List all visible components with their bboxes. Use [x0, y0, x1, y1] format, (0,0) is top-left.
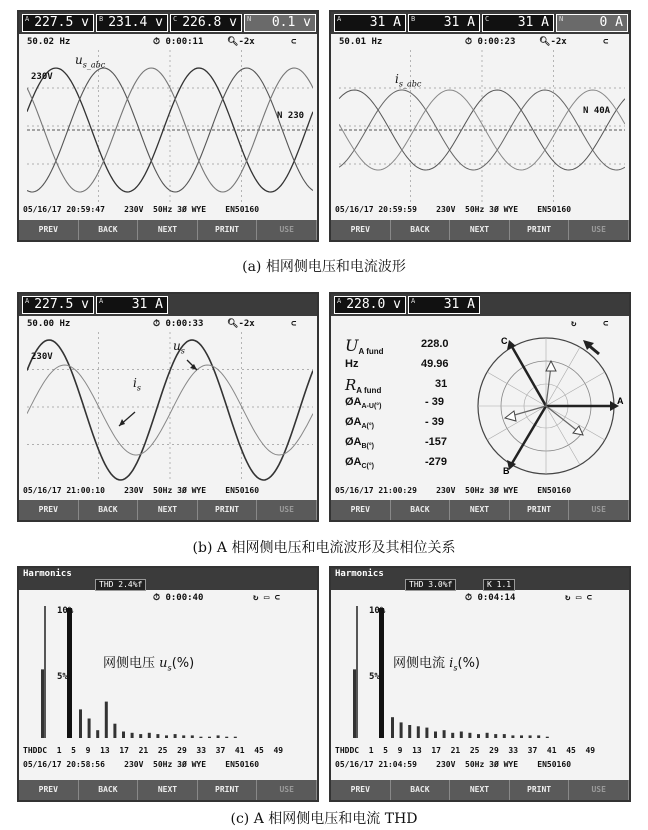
next-button[interactable]: NEXT [450, 780, 510, 800]
harmonic-bar [131, 733, 134, 738]
readout-c: C 226.8 v [170, 14, 242, 32]
next-button[interactable]: NEXT [138, 500, 198, 520]
readout-c: C 31 A [482, 14, 554, 32]
harmonic-bar [468, 733, 471, 738]
harmonic-bar [537, 735, 540, 738]
back-button[interactable]: BACK [391, 500, 451, 520]
row-phase-au: $ØA_{A-U(^\circ)}$ [345, 396, 382, 411]
row-hz: Hz [345, 358, 359, 370]
clock-icon: ⏱ [153, 319, 166, 329]
harmonic-bar [199, 737, 202, 738]
panel-b-phasor [329, 292, 631, 522]
use-button[interactable]: USE [257, 500, 317, 520]
row-hz-value: 49.96 [421, 358, 449, 370]
phasor-label-c: C [501, 336, 508, 346]
harmonic-bar [165, 735, 168, 738]
print-button[interactable]: PRINT [510, 500, 570, 520]
elapsed-time: ⏱ 0:04:14 [465, 593, 516, 603]
harmonic-bar [434, 732, 437, 739]
readout-a: A 31 A [334, 14, 406, 32]
elapsed-time: ⏱ 0:00:11 [153, 37, 204, 47]
voltage-harmonics-bars [27, 606, 313, 742]
next-button[interactable]: NEXT [450, 500, 510, 520]
back-button[interactable]: BACK [79, 220, 139, 240]
back-button[interactable]: BACK [79, 500, 139, 520]
status-footer: 05/16/17 21:00:10 230V 50Hz 3Ø WYE EN50160 [23, 486, 260, 495]
mid-percent: 5% [57, 672, 68, 682]
softkey-bar [331, 780, 629, 800]
panel-a-voltage [17, 10, 319, 242]
readout-n: N 0.1 v [244, 14, 316, 32]
row-phase-a-value: - 39 [425, 416, 444, 428]
frequency: 50.01 Hz [339, 37, 383, 47]
status-footer: 05/16/17 21:04:59 230V 50Hz 3Ø WYE EN50160 [335, 760, 572, 769]
curve-label: $u_{s\_abc}$ [75, 53, 106, 70]
current-arrowhead [119, 419, 125, 426]
harmonic-bar [520, 735, 523, 738]
scale-label: 230V [31, 352, 53, 362]
print-button[interactable]: PRINT [510, 220, 570, 240]
thd-readout: THD 3.0%f [405, 579, 456, 591]
current-curve-label: $i_s$ [133, 376, 141, 393]
phasor-label-b: B [503, 466, 510, 476]
harmonic-bar [391, 717, 394, 738]
voltage-curve-label: $u_s$ [173, 339, 185, 356]
harmonic-bar [148, 733, 151, 738]
harmonic-bar [417, 726, 420, 738]
phase-a-waveform-plot [27, 332, 313, 482]
clock-icon: ⏱ [465, 37, 478, 47]
curve-label: $i_{s\_abc}$ [395, 72, 422, 89]
hold-icon: ↻ [571, 319, 577, 329]
row-phase-b-value: -157 [425, 436, 448, 448]
row-r-fund: $R_{A fund}$ [345, 376, 382, 396]
arrowhead-ia [573, 426, 583, 435]
harmonic-bar [174, 734, 177, 738]
readout-current: A 31 A [408, 296, 480, 314]
caption-c: (c) A 相网侧电压和电流 THD [230, 811, 418, 827]
print-button[interactable]: PRINT [198, 220, 258, 240]
harmonic-bar [408, 725, 411, 738]
use-button[interactable]: USE [257, 780, 317, 800]
harmonic-bar [156, 734, 159, 738]
arrowhead-ib [505, 411, 516, 421]
harmonic-bar [546, 737, 549, 738]
readout-b: B 231.4 v [96, 14, 168, 32]
x-axis-labels: THDDC 1 5 9 13 17 21 25 29 33 37 41 45 49 [335, 746, 596, 755]
readout-voltage: A 227.5 v [22, 296, 94, 314]
phasor-voltage-c [511, 345, 546, 406]
use-button[interactable]: USE [569, 220, 629, 240]
zoom-icon: 🔍︎ [227, 37, 239, 47]
harmonic-bar [486, 733, 489, 738]
readout-voltage: A 228.0 v [334, 296, 406, 314]
thd-readout: THD 2.4%f [95, 579, 146, 591]
harmonic-bar [425, 728, 428, 738]
row-r-fund-value: 31 [435, 378, 448, 390]
mid-percent: 5% [369, 672, 380, 682]
harmonic-bar [477, 734, 480, 738]
harmonic-bar [191, 735, 194, 738]
plug-icon: ⊂ [603, 37, 609, 47]
phasor-spoke [546, 372, 605, 406]
harmonics-title: Harmonics [335, 569, 384, 579]
panel-a-current [329, 10, 631, 242]
next-button[interactable]: NEXT [138, 220, 198, 240]
readout-current: A 31 A [96, 296, 168, 314]
row-phase-c: $ØA_{C(^\circ)}$ [345, 456, 375, 471]
row-phase-c-value: -279 [425, 456, 448, 468]
harmonic-bar [460, 732, 463, 739]
thd-bar [353, 669, 356, 738]
panel-c-voltage-harmonics [17, 566, 319, 802]
zoom-level: 🔍︎-2x [227, 319, 255, 329]
softkey-bar [19, 780, 317, 800]
harmonic-bar [79, 709, 82, 738]
phasor-diagram [471, 332, 629, 482]
back-button[interactable]: BACK [79, 780, 139, 800]
series-label: 网侧电流 $i_s(\%)$ [393, 656, 480, 673]
back-button[interactable]: BACK [391, 220, 451, 240]
plug-icon: ⊂ [291, 319, 297, 329]
panel-c-current-harmonics [329, 566, 631, 802]
print-button[interactable]: PRINT [198, 780, 258, 800]
print-button[interactable]: PRINT [510, 780, 570, 800]
softkey-bar [19, 500, 317, 520]
row-phase-b: $ØA_{B(^\circ)}$ [345, 436, 375, 451]
prev-button[interactable]: PREV [19, 780, 79, 800]
harmonic-bar [88, 719, 91, 739]
row-phase-au-value: - 39 [425, 396, 444, 408]
next-button[interactable]: NEXT [138, 780, 198, 800]
plug-icon: ⊂ [291, 37, 297, 47]
next-button[interactable]: NEXT [450, 220, 510, 240]
harmonic-bar [529, 735, 532, 738]
elapsed-time: ⏱ 0:00:33 [153, 319, 204, 329]
harmonic-bar [400, 722, 403, 738]
harmonic-bar [208, 737, 211, 738]
prev-button[interactable]: PREV [331, 220, 391, 240]
arrowhead-c [507, 340, 516, 350]
use-button[interactable]: USE [257, 220, 317, 240]
phasor-spoke [546, 406, 605, 440]
status-footer: 05/16/17 20:59:59 230V 50Hz 3Ø WYE EN50160 [335, 205, 572, 214]
neutral-label: N 230 [277, 111, 305, 121]
phasor-spoke [546, 406, 580, 465]
harmonic-bar [494, 734, 497, 738]
use-button[interactable]: USE [569, 500, 629, 520]
readout-n: N 0 A [556, 14, 628, 32]
back-button[interactable]: BACK [391, 780, 451, 800]
zoom-level: 🔍︎-2x [539, 37, 567, 47]
scale-label: 230V [31, 72, 53, 82]
hold-icon: ↻ ▭ ⊂ [565, 593, 593, 603]
harmonic-bar [503, 734, 506, 738]
status-footer: 05/16/17 20:59:47 230V 50Hz 3Ø WYE EN50160 [23, 205, 260, 214]
elapsed-time: ⏱ 0:00:40 [153, 593, 204, 603]
harmonics-title: Harmonics [23, 569, 72, 579]
voltage-waveform-plot [27, 50, 313, 202]
harmonic-bar [113, 724, 116, 738]
harmonic-bar [451, 733, 454, 738]
status-footer: 05/16/17 21:00:29 230V 50Hz 3Ø WYE EN50160 [335, 486, 572, 495]
harmonic-bar [443, 730, 446, 738]
row-u-fund-value: 228.0 [421, 338, 449, 350]
zoom-icon: 🔍︎ [539, 37, 551, 47]
caption-a: (a) 相网侧电压和电流波形 [242, 259, 406, 275]
softkey-bar [19, 220, 317, 240]
harmonic-bar [139, 734, 142, 738]
readout-b: B 31 A [408, 14, 480, 32]
phasor-label-a: A [617, 396, 624, 406]
hold-icon: ↻ ▭ ⊂ [253, 593, 281, 603]
panel-b-waveform [17, 292, 319, 522]
prev-button[interactable]: PREV [331, 500, 391, 520]
harmonic-bar [217, 735, 220, 738]
k-factor-readout: K 1.1 [483, 579, 515, 591]
plug-icon: ⊂ [603, 319, 609, 329]
current-waveform-plot [339, 50, 625, 202]
phasor-current-a [546, 406, 579, 432]
top-percent: 10% [57, 606, 74, 616]
phasor-current-c [546, 366, 551, 406]
row-phase-a: $ØA_{A(^\circ)}$ [345, 416, 375, 431]
readout-a: A 227.5 v [22, 14, 94, 32]
x-axis-labels: THDDC 1 5 9 13 17 21 25 29 33 37 41 45 49 [23, 746, 284, 755]
harmonic-bar [182, 735, 185, 738]
current-harmonics-bars [339, 606, 625, 742]
phasor-spoke [546, 347, 580, 406]
softkey-bar [331, 220, 629, 240]
harmonic-bar [511, 735, 514, 738]
zoom-level: 🔍︎-2x [227, 37, 255, 47]
harmonic-bar [225, 737, 228, 738]
prev-button[interactable]: PREV [19, 500, 79, 520]
use-button[interactable]: USE [569, 780, 629, 800]
series-label: 网侧电压 $u_s(\%)$ [103, 656, 195, 673]
caption-b: (b) A 相网侧电压和电流波形及其相位关系 [192, 540, 456, 556]
harmonic-bar [122, 732, 125, 739]
row-u-fund: $U_{A fund}$ [345, 336, 384, 357]
harmonic-bar [234, 737, 237, 738]
zoom-icon: 🔍︎ [227, 319, 239, 329]
clock-icon: ⏱ [153, 37, 166, 47]
elapsed-time: ⏱ 0:00:23 [465, 37, 516, 47]
clock-icon: ⏱ [465, 593, 478, 603]
harmonic-bar [96, 730, 99, 738]
neutral-label: N 40A [583, 106, 611, 116]
prev-button[interactable]: PREV [19, 220, 79, 240]
print-button[interactable]: PRINT [198, 500, 258, 520]
top-percent: 10% [369, 606, 386, 616]
status-footer: 05/16/17 20:58:56 230V 50Hz 3Ø WYE EN50160 [23, 760, 260, 769]
softkey-bar [331, 500, 629, 520]
arrowhead-ic [546, 361, 556, 371]
harmonic-bar [105, 702, 108, 738]
frequency: 50.00 Hz [27, 319, 71, 329]
clock-icon: ⏱ [153, 593, 166, 603]
prev-button[interactable]: PREV [331, 780, 391, 800]
thd-bar [41, 669, 44, 738]
frequency: 50.02 Hz [27, 37, 71, 47]
